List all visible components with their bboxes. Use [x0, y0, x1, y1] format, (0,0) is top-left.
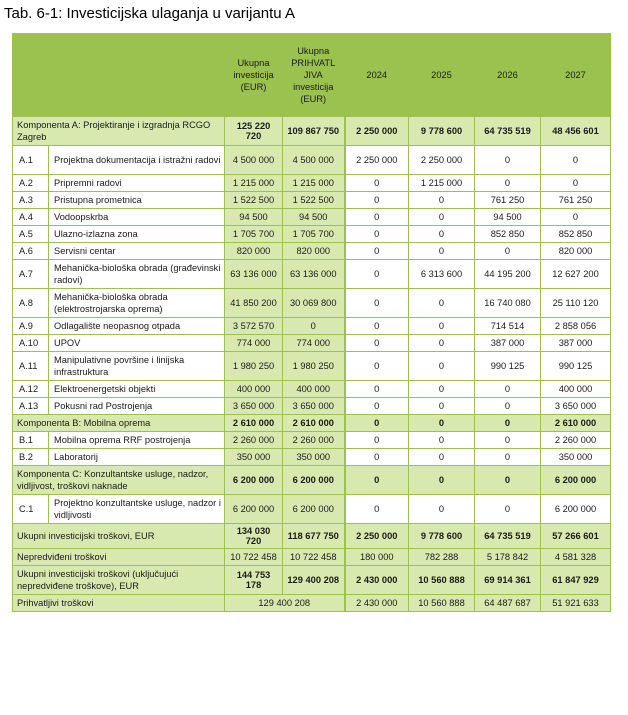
cell-2027: 0: [541, 209, 611, 226]
row-label: Mobilna oprema RRF postrojenja: [49, 432, 225, 449]
cell-eligible-investment: 1 980 250: [283, 352, 345, 381]
row-label: Vodoopskrba: [49, 209, 225, 226]
cell-2026: 0: [475, 398, 541, 415]
row-code: A.10: [13, 335, 49, 352]
row-label: Komponenta A: Projektiranje i izgradnja RCGO Zagreb: [13, 117, 225, 146]
table-row: [13, 524, 611, 549]
cell-2025: 0: [409, 226, 475, 243]
cell-2025: 0: [409, 415, 475, 432]
cell-2025: 10 560 888: [409, 595, 475, 612]
table-row: [13, 146, 611, 175]
investment-table: [12, 33, 611, 612]
table-row: [13, 398, 611, 415]
header-row: [13, 34, 611, 117]
header-ukupna: Ukupna investicija (EUR): [225, 34, 283, 117]
table-row: [13, 449, 611, 466]
cell-2027: 6 200 000: [541, 466, 611, 495]
cell-total-investment: 3 650 000: [225, 398, 283, 415]
cell-2025: 1 215 000: [409, 175, 475, 192]
row-label: Elektroenergetski objekti: [49, 381, 225, 398]
cell-2025: 0: [409, 352, 475, 381]
cell-2027: 990 125: [541, 352, 611, 381]
header-prihvatljiva: Ukupna PRIHVATL JIVA investicija (EUR): [283, 34, 345, 117]
cell-2024: 0: [345, 381, 409, 398]
cell-2026: 0: [475, 466, 541, 495]
cell-eligible-investment: 94 500: [283, 209, 345, 226]
row-label: Projektna dokumentacija i istražni radovi: [49, 146, 225, 175]
cell-2024: 2 430 000: [345, 566, 409, 595]
header-blank: [13, 34, 225, 117]
cell-total-investment: 134 030 720: [225, 524, 283, 549]
row-code: A.1: [13, 146, 49, 175]
cell-total-investment: 125 220 720: [225, 117, 283, 146]
cell-total-investment: 3 572 570: [225, 318, 283, 335]
cell-total-investment: 94 500: [225, 209, 283, 226]
cell-2027: 0: [541, 146, 611, 175]
cell-2026: 64 735 519: [475, 524, 541, 549]
cell-2027: 2 858 056: [541, 318, 611, 335]
cell-total-investment: 2 610 000: [225, 415, 283, 432]
cell-eligible-investment: 1 215 000: [283, 175, 345, 192]
cell-2024: 2 430 000: [345, 595, 409, 612]
table-row: [13, 289, 611, 318]
cell-2025: 0: [409, 398, 475, 415]
cell-2025: 2 250 000: [409, 146, 475, 175]
cell-eligible-investment: 0: [283, 318, 345, 335]
cell-eligible-investment: 1 705 700: [283, 226, 345, 243]
cell-2026: 990 125: [475, 352, 541, 381]
cell-total-investment: 820 000: [225, 243, 283, 260]
cell-2027: 6 200 000: [541, 495, 611, 524]
cell-2027: 12 627 200: [541, 260, 611, 289]
table-row: [13, 260, 611, 289]
header-2027: 2027: [541, 34, 611, 117]
cell-2026: 0: [475, 415, 541, 432]
row-label: Odlagalište neopasnog otpada: [49, 318, 225, 335]
table-body: [13, 117, 611, 612]
cell-2024: 0: [345, 243, 409, 260]
cell-total-investment: 4 500 000: [225, 146, 283, 175]
table-row: [13, 549, 611, 566]
row-code: B.1: [13, 432, 49, 449]
cell-eligible-investment: 2 610 000: [283, 415, 345, 432]
cell-2027: 61 847 929: [541, 566, 611, 595]
cell-2024: 0: [345, 449, 409, 466]
row-code: A.12: [13, 381, 49, 398]
cell-eligible-investment: 1 522 500: [283, 192, 345, 209]
row-label: Projektno konzultantske usluge, nadzor i vidljivosti: [49, 495, 225, 524]
cell-2025: 0: [409, 495, 475, 524]
cell-2024: 0: [345, 398, 409, 415]
table-row: [13, 209, 611, 226]
cell-2026: 761 250: [475, 192, 541, 209]
cell-2026: 0: [475, 146, 541, 175]
row-code: A.4: [13, 209, 49, 226]
cell-2027: 48 456 601: [541, 117, 611, 146]
cell-2026: 0: [475, 175, 541, 192]
cell-2027: 350 000: [541, 449, 611, 466]
cell-2026: 714 514: [475, 318, 541, 335]
table-row: [13, 117, 611, 146]
table-row: [13, 595, 611, 612]
cell-2025: 0: [409, 449, 475, 466]
row-code: C.1: [13, 495, 49, 524]
cell-total-investment: 1 522 500: [225, 192, 283, 209]
table-row: [13, 432, 611, 449]
cell-total-investment: 63 136 000: [225, 260, 283, 289]
cell-2024: 0: [345, 335, 409, 352]
row-label: Prihvatljivi troškovi: [13, 595, 225, 612]
row-code: A.7: [13, 260, 49, 289]
cell-2027: 852 850: [541, 226, 611, 243]
cell-2027: 820 000: [541, 243, 611, 260]
cell-2027: 2 260 000: [541, 432, 611, 449]
row-label: Komponenta C: Konzultantske usluge, nadzor, vidljivost, troškovi naknade: [13, 466, 225, 495]
cell-2025: 0: [409, 432, 475, 449]
cell-eligible-investment: 2 260 000: [283, 432, 345, 449]
row-label: Mehanička-biološka obrada (građevinski radovi): [49, 260, 225, 289]
cell-2026: 69 914 361: [475, 566, 541, 595]
cell-eligible-investment: 129 400 208: [283, 566, 345, 595]
cell-2024: 0: [345, 415, 409, 432]
cell-2025: 0: [409, 289, 475, 318]
cell-2026: 16 740 080: [475, 289, 541, 318]
table-row: [13, 318, 611, 335]
cell-2024: 0: [345, 260, 409, 289]
cell-2027: 0: [541, 175, 611, 192]
cell-2026: 5 178 842: [475, 549, 541, 566]
row-label: Ukupni investicijski troškovi, EUR: [13, 524, 225, 549]
cell-2027: 387 000: [541, 335, 611, 352]
cell-2025: 782 288: [409, 549, 475, 566]
table-row: [13, 335, 611, 352]
cell-total-investment: 1 215 000: [225, 175, 283, 192]
cell-eligible-investment: 820 000: [283, 243, 345, 260]
row-label: Laboratorij: [49, 449, 225, 466]
cell-2024: 0: [345, 352, 409, 381]
cell-2024: 180 000: [345, 549, 409, 566]
cell-2025: 0: [409, 381, 475, 398]
cell-2025: 9 778 600: [409, 117, 475, 146]
cell-2026: 0: [475, 449, 541, 466]
cell-2025: 9 778 600: [409, 524, 475, 549]
cell-2024: 2 250 000: [345, 117, 409, 146]
table-row: [13, 175, 611, 192]
row-label: Ulazno-izlazna zona: [49, 226, 225, 243]
cell-eligible-investment: 6 200 000: [283, 466, 345, 495]
row-label: Mehanička-biološka obrada (elektrostrojarska oprema): [49, 289, 225, 318]
row-code: A.2: [13, 175, 49, 192]
row-label: Pristupna prometnica: [49, 192, 225, 209]
cell-2026: 0: [475, 381, 541, 398]
cell-2026: 387 000: [475, 335, 541, 352]
row-code: A.11: [13, 352, 49, 381]
table-row: [13, 381, 611, 398]
cell-total-investment: 350 000: [225, 449, 283, 466]
cell-2026: 64 487 687: [475, 595, 541, 612]
cell-eligible-investment: 30 069 800: [283, 289, 345, 318]
row-label: UPOV: [49, 335, 225, 352]
cell-2027: 57 266 601: [541, 524, 611, 549]
cell-total-investment: 6 200 000: [225, 495, 283, 524]
cell-2027: 761 250: [541, 192, 611, 209]
table-row: [13, 192, 611, 209]
row-code: A.5: [13, 226, 49, 243]
cell-2025: 6 313 600: [409, 260, 475, 289]
cell-2026: 0: [475, 495, 541, 524]
table-row: [13, 495, 611, 524]
cell-2026: 64 735 519: [475, 117, 541, 146]
cell-total-investment: 10 722 458: [225, 549, 283, 566]
cell-total-investment: 1 980 250: [225, 352, 283, 381]
cell-eligible-investment: 350 000: [283, 449, 345, 466]
cell-eligible-investment: 6 200 000: [283, 495, 345, 524]
cell-total-investment: 1 705 700: [225, 226, 283, 243]
cell-2027: 3 650 000: [541, 398, 611, 415]
cell-2025: 0: [409, 243, 475, 260]
cell-eligible-investment: 63 136 000: [283, 260, 345, 289]
row-code: B.2: [13, 449, 49, 466]
cell-2024: 0: [345, 289, 409, 318]
row-label: Pripremni radovi: [49, 175, 225, 192]
cell-2027: 2 610 000: [541, 415, 611, 432]
table-row: [13, 352, 611, 381]
cell-2024: 0: [345, 192, 409, 209]
cell-2026: 0: [475, 243, 541, 260]
cell-eligible-total: 129 400 208: [225, 595, 345, 612]
cell-2024: 0: [345, 318, 409, 335]
cell-2024: 0: [345, 226, 409, 243]
cell-total-investment: 400 000: [225, 381, 283, 398]
cell-2025: 10 560 888: [409, 566, 475, 595]
table-caption: Tab. 6-1: Investicijska ulaganja u varijantu A: [4, 5, 295, 22]
row-label: Pokusni rad Postrojenja: [49, 398, 225, 415]
cell-total-investment: 2 260 000: [225, 432, 283, 449]
cell-2027: 51 921 633: [541, 595, 611, 612]
row-code: A.9: [13, 318, 49, 335]
cell-2027: 4 581 328: [541, 549, 611, 566]
cell-2025: 0: [409, 335, 475, 352]
cell-2026: 44 195 200: [475, 260, 541, 289]
cell-2027: 400 000: [541, 381, 611, 398]
cell-eligible-investment: 4 500 000: [283, 146, 345, 175]
cell-eligible-investment: 10 722 458: [283, 549, 345, 566]
cell-2025: 0: [409, 209, 475, 226]
header-2026: 2026: [475, 34, 541, 117]
cell-2024: 0: [345, 209, 409, 226]
cell-2026: 852 850: [475, 226, 541, 243]
cell-2024: 2 250 000: [345, 146, 409, 175]
cell-eligible-investment: 774 000: [283, 335, 345, 352]
table-row: [13, 415, 611, 432]
cell-total-investment: 774 000: [225, 335, 283, 352]
cell-2024: 0: [345, 432, 409, 449]
header-2024: 2024: [345, 34, 409, 117]
row-code: A.8: [13, 289, 49, 318]
table-row: [13, 226, 611, 243]
table-row: [13, 243, 611, 260]
cell-2025: 0: [409, 192, 475, 209]
cell-2026: 0: [475, 432, 541, 449]
cell-2024: 0: [345, 466, 409, 495]
cell-total-investment: 41 850 200: [225, 289, 283, 318]
row-code: A.6: [13, 243, 49, 260]
row-code: A.13: [13, 398, 49, 415]
cell-eligible-investment: 400 000: [283, 381, 345, 398]
header-2025: 2025: [409, 34, 475, 117]
cell-2027: 25 110 120: [541, 289, 611, 318]
cell-eligible-investment: 109 867 750: [283, 117, 345, 146]
row-label: Komponenta B: Mobilna oprema: [13, 415, 225, 432]
table-row: [13, 466, 611, 495]
row-label: Nepredviđeni troškovi: [13, 549, 225, 566]
row-code: A.3: [13, 192, 49, 209]
cell-eligible-investment: 3 650 000: [283, 398, 345, 415]
row-label: Servisni centar: [49, 243, 225, 260]
cell-2024: 0: [345, 175, 409, 192]
cell-eligible-investment: 118 677 750: [283, 524, 345, 549]
cell-2025: 0: [409, 318, 475, 335]
cell-total-investment: 144 753 178: [225, 566, 283, 595]
table-row: [13, 566, 611, 595]
cell-2025: 0: [409, 466, 475, 495]
cell-total-investment: 6 200 000: [225, 466, 283, 495]
cell-2024: 0: [345, 495, 409, 524]
row-label: Ukupni investicijski troškovi (uključujući nepredviđene troškove), EUR: [13, 566, 225, 595]
cell-2026: 94 500: [475, 209, 541, 226]
cell-2024: 2 250 000: [345, 524, 409, 549]
row-label: Manipulativne površine i linijska infrastruktura: [49, 352, 225, 381]
